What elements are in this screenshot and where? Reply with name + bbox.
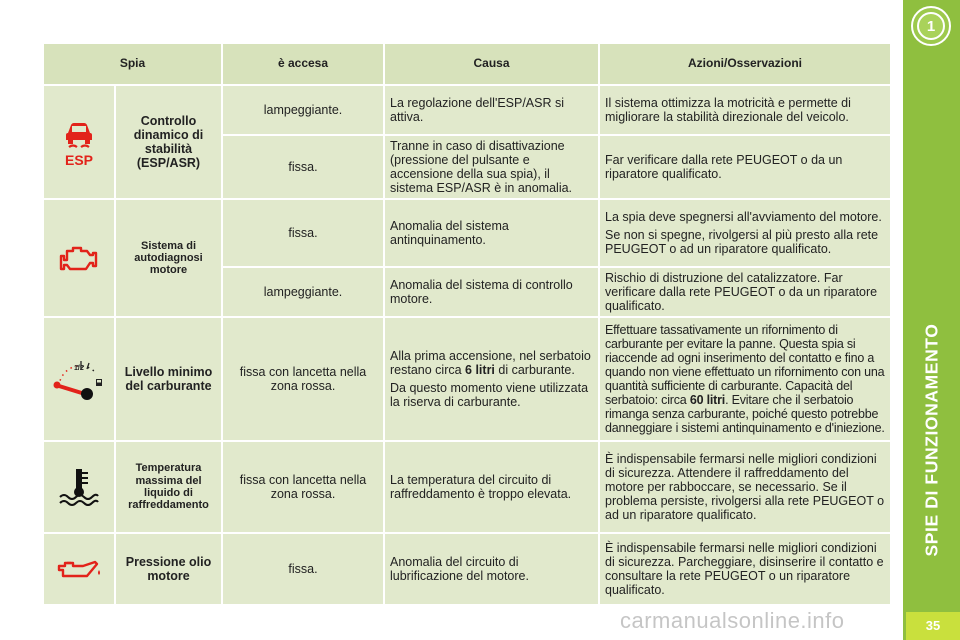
engine-state-2: lampeggiante. xyxy=(223,268,385,318)
fuel-cause xyxy=(385,318,600,442)
fuel-cause-1-bold: 6 litri xyxy=(465,363,495,377)
fuel-icon-cell xyxy=(44,318,116,442)
engine-action-1a: La spia deve spegnersi all'avviamento del motore. xyxy=(605,210,882,224)
coolant-icon-cell xyxy=(44,442,116,534)
engine-action-1b: Se non si spegne, rivolgersi al più presto alla rete PEUGEOT o ad un riparatore qualificato. xyxy=(605,228,879,256)
esp-state-1: lampeggiante. xyxy=(223,86,385,136)
esp-icon-cell xyxy=(44,86,116,200)
table-header-row xyxy=(44,44,892,86)
chapter-number: 1 xyxy=(917,12,945,40)
esp-action-2: Far verificare dalla rete PEUGEOT o da un riparatore qualificato. xyxy=(600,136,892,200)
fuel-gauge-label: 1/2 xyxy=(74,365,84,372)
fuel-cause-1-pre: Alla prima accensione, nel serbatoio restano circa xyxy=(390,349,591,377)
esp-warning-icon xyxy=(49,116,109,168)
coolant-name: Temperatura massima del liquido di raffreddamento xyxy=(116,442,223,534)
watermark: carmanualsonline.info xyxy=(620,608,845,633)
fuel-action-bold: 60 litri xyxy=(689,393,726,407)
engine-name: Sistema di autodiagnosi motore xyxy=(116,200,223,318)
fuel-cause-2: Da questo momento viene utilizzata la riserva di carburante. xyxy=(390,381,589,409)
table-row xyxy=(44,442,892,534)
oil-name: Pressione olio motore xyxy=(116,534,223,606)
table-row xyxy=(44,86,892,136)
oil-icon-cell xyxy=(44,534,116,606)
header-causa: Causa xyxy=(385,44,600,86)
coolant-state: fissa con lancetta nella zona rossa. xyxy=(223,442,385,534)
fuel-state: fissa con lancetta nella zona rossa. xyxy=(223,318,385,442)
fuel-gauge-icon xyxy=(49,356,109,402)
engine-state-1: fissa. xyxy=(223,200,385,268)
coolant-action: È indispensabile fermarsi nelle migliori condizioni di sicurezza. Attendere il raffreddamento del motore per rabboccare, se necessario. Se il problema persiste, rivolgersi alla rete PEUGEOT o ad un riparatore qualificato. xyxy=(600,442,892,534)
warning-lights-table xyxy=(44,44,892,606)
chapter-title: SPIE DI FUNZIONAMENTO xyxy=(921,323,942,557)
esp-state-2: fissa. xyxy=(223,136,385,200)
fuel-name: Livello minimo del carburante xyxy=(116,318,223,442)
header-accesa: è accesa xyxy=(223,44,385,86)
engine-action-2: Rischio di distruzione del catalizzatore. Far verificare dalla rete PEUGEOT o da un riparatore qualificato. xyxy=(600,268,892,318)
table-row xyxy=(44,200,892,268)
fuel-cause-1 xyxy=(390,349,593,377)
page-number: 35 xyxy=(906,612,960,640)
esp-cause-2: Tranne in caso di disattivazione (pressione del pulsante e accensione della sua spia), il sistema ESP/ASR è in anomalia. xyxy=(385,136,600,200)
oil-action: È indispensabile fermarsi nelle migliori condizioni di sicurezza. Parcheggiare, disinserire il contatto e consultare la rete PEUGEOT o un riparatore qualificato. xyxy=(600,534,892,606)
coolant-cause: La temperatura del circuito di raffreddamento è troppo elevata. xyxy=(385,442,600,534)
engine-action-1 xyxy=(600,200,892,268)
header-azioni: Azioni/Osservazioni xyxy=(600,44,892,86)
table-row xyxy=(44,318,892,442)
header-spia: Spia xyxy=(44,44,223,86)
engine-check-icon xyxy=(49,242,109,274)
oil-cause: Anomalia del circuito di lubrificazione del motore. xyxy=(385,534,600,606)
engine-cause-2: Anomalia del sistema di controllo motore. xyxy=(385,268,600,318)
oil-state: fissa. xyxy=(223,534,385,606)
esp-action-1: Il sistema ottimizza la motricità e permette di migliorare la stabilità direzionale del veicolo. xyxy=(600,86,892,136)
oil-pressure-icon xyxy=(49,554,109,584)
esp-name: Controllo dinamico di stabilità (ESP/ASR) xyxy=(116,86,223,200)
fuel-cause-1-post: di carburante. xyxy=(494,363,575,377)
svg-text:ESP: ESP xyxy=(64,152,94,168)
chapter-badge xyxy=(911,6,951,46)
fuel-action-post: . Evitare che il serbatoio rimanga senza carburante, poiché questo potrebbe danneggiare i sistemi antinquinamento e d'iniezione. xyxy=(605,393,885,435)
table-row xyxy=(44,534,892,606)
esp-cause-1: La regolazione dell'ESP/ASR si attiva. xyxy=(385,86,600,136)
coolant-temperature-icon xyxy=(49,466,109,508)
fuel-action xyxy=(600,318,892,442)
engine-cause-1: Anomalia del sistema antinquinamento. xyxy=(385,200,600,268)
fuel-action-pre: Effettuare tassativamente un rifornimento di carburante per evitare la panne. Questa spia si riaccende ad ogni inserimento del contatto e fino a quando non viene effettuato un rifornimento con una quantità sufficiente di carburante. Capacità del serbatoio: circa xyxy=(605,323,885,407)
engine-icon-cell xyxy=(44,200,116,318)
